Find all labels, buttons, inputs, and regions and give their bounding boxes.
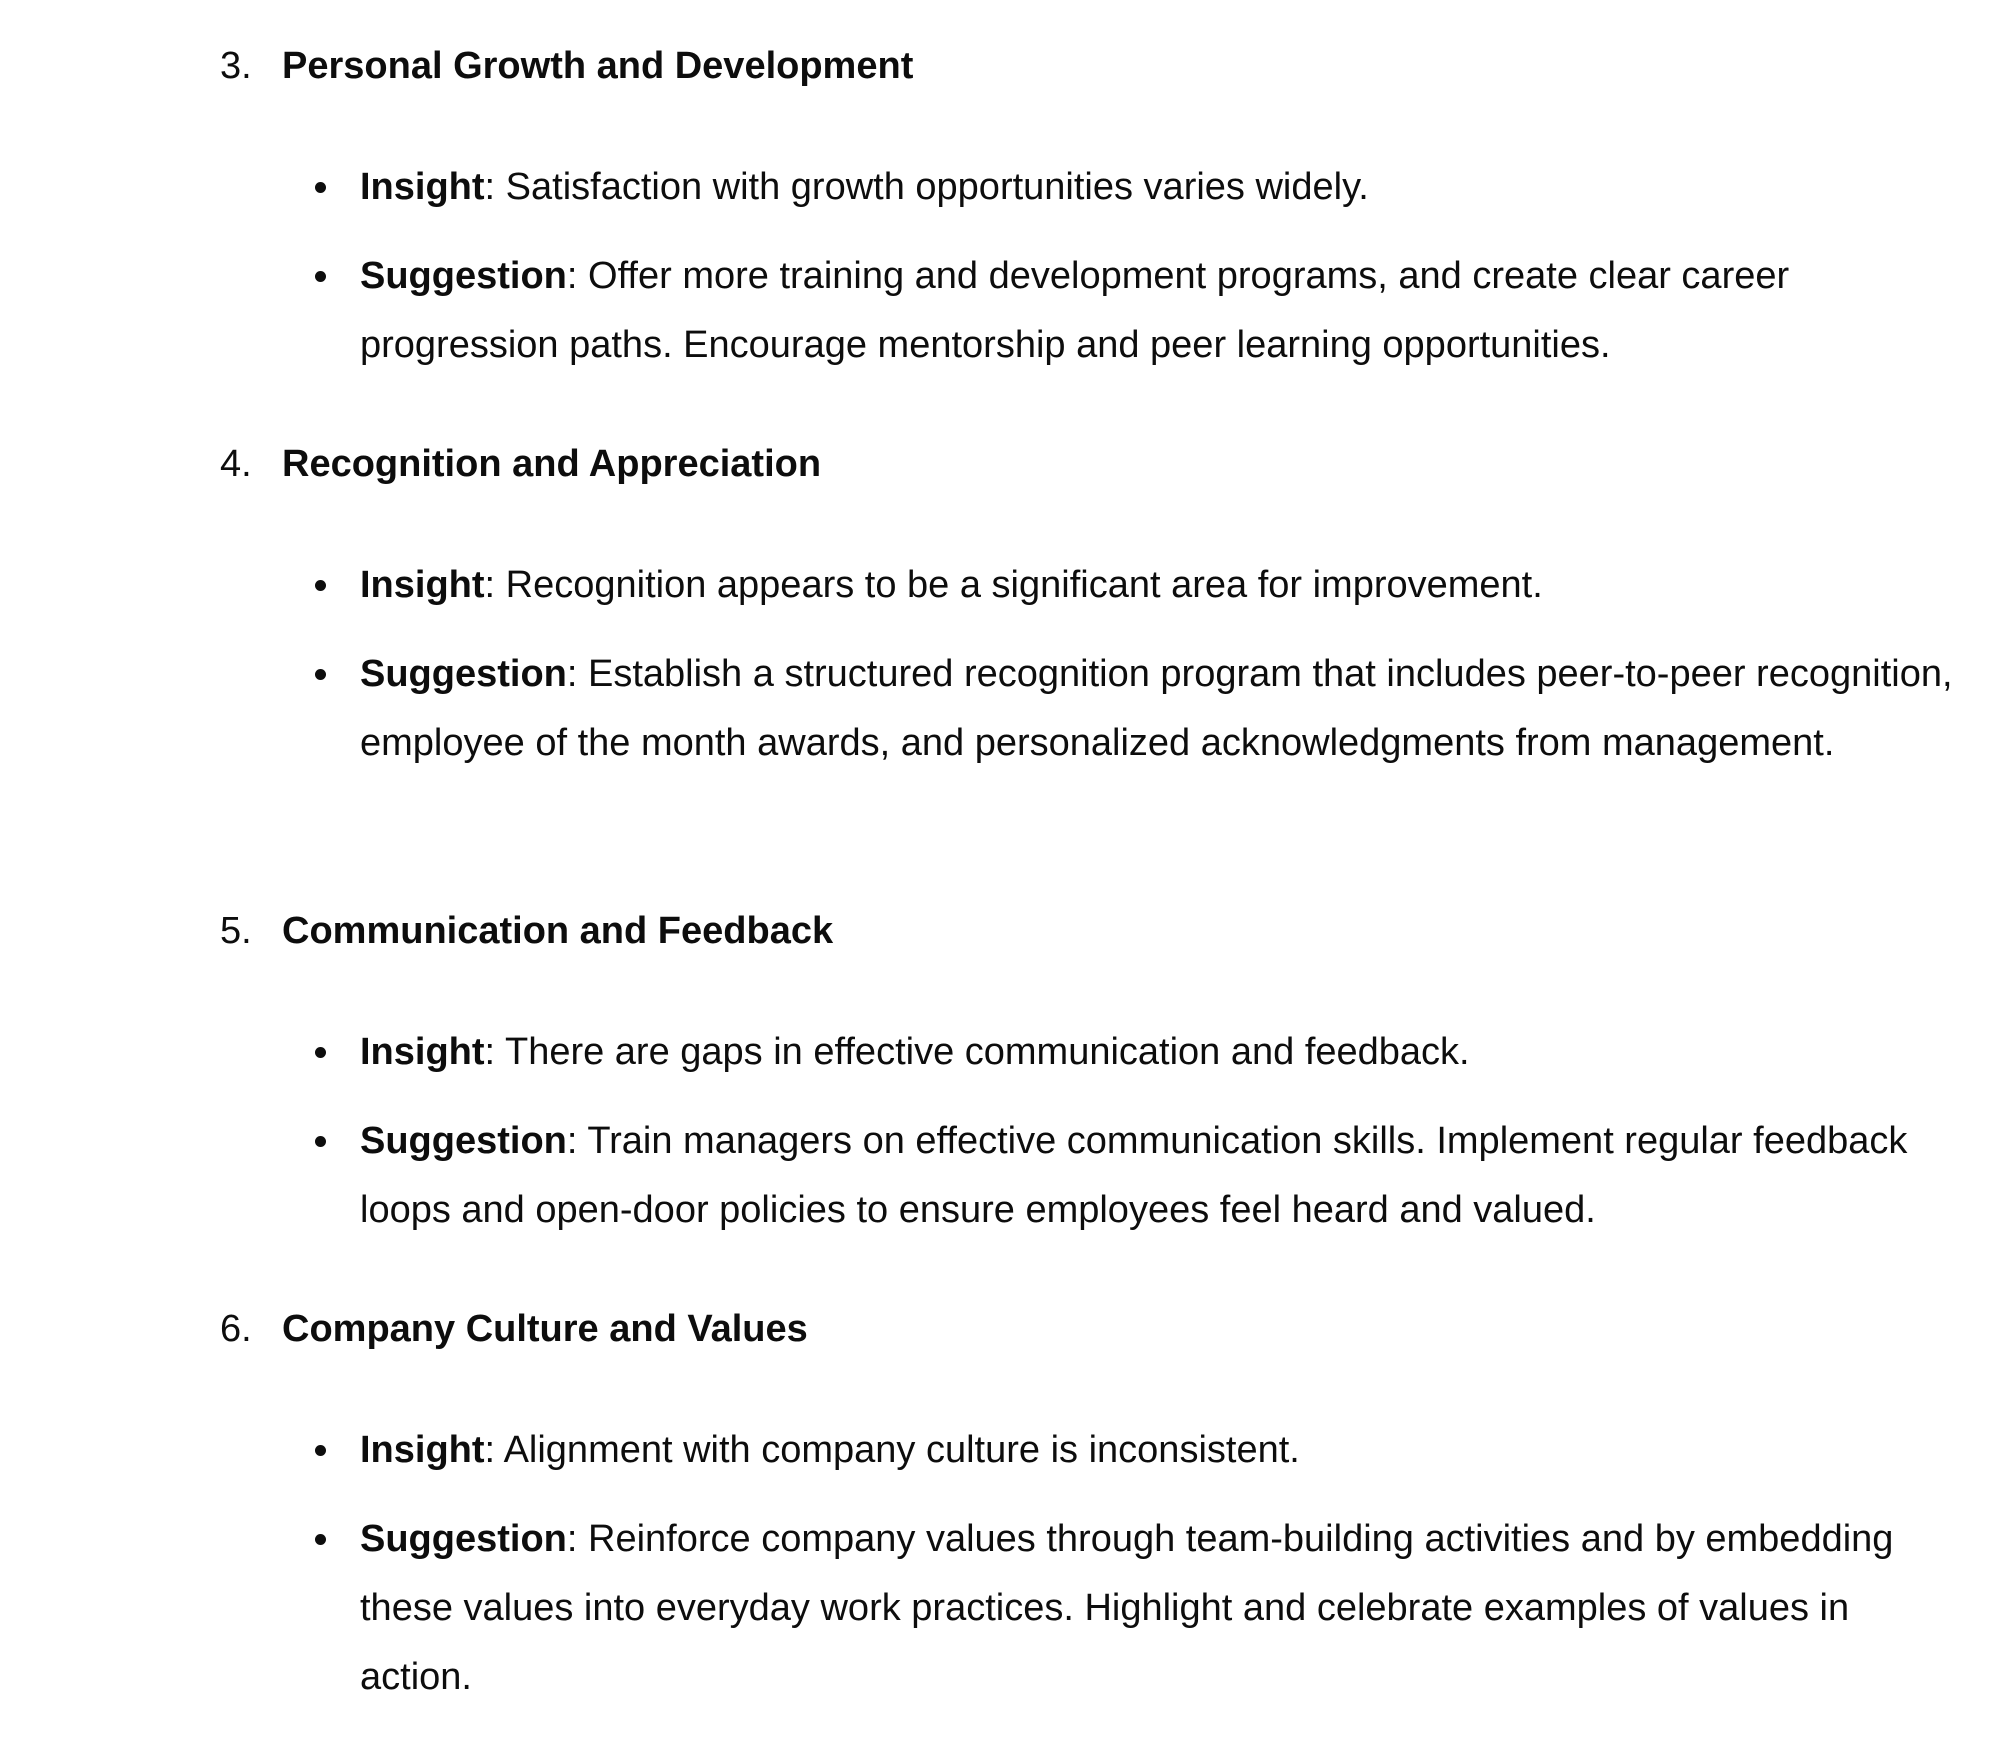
- section-number: 3.: [220, 45, 252, 87]
- insight-text: : Satisfaction with growth opportunities varies widely.: [484, 166, 1369, 208]
- suggestion-label: Suggestion: [360, 255, 567, 297]
- section-heading: [220, 1301, 808, 1357]
- section-heading: [220, 436, 821, 492]
- bullet-icon: [315, 580, 326, 591]
- insight-item: [360, 551, 1960, 620]
- suggestion-text: : Offer more training and development programs, and create clear career progression paths. Encourage mentorship and peer learning opportunities.: [360, 255, 1790, 366]
- insight-text: : There are gaps in effective communication and feedback.: [484, 1031, 1470, 1073]
- bullet-icon: [315, 1534, 326, 1545]
- suggestion-label: Suggestion: [360, 1518, 567, 1560]
- insight-label: Insight: [360, 1429, 485, 1471]
- insight-item: [360, 1416, 1960, 1485]
- suggestion-item: [360, 1505, 1960, 1712]
- insight-item: [360, 1018, 1960, 1087]
- suggestion-label: Suggestion: [360, 653, 567, 695]
- section-title: Company Culture and Values: [282, 1308, 808, 1350]
- insight-label: Insight: [360, 1031, 485, 1073]
- section-title: Personal Growth and Development: [282, 45, 914, 87]
- suggestion-text: : Reinforce company values through team-building activities and by embedding these values into everyday work practices. Highlight and celebrate examples of values in action.: [360, 1518, 1894, 1698]
- section-heading: [220, 38, 913, 94]
- section-number: 6.: [220, 1308, 252, 1350]
- bullet-icon: [315, 271, 326, 282]
- suggestion-text: : Train managers on effective communication skills. Implement regular feedback loops and open-door policies to ensure employees feel heard and valued.: [360, 1120, 1908, 1231]
- bullet-icon: [315, 669, 326, 680]
- insight-label: Insight: [360, 564, 485, 606]
- bullet-icon: [315, 1047, 326, 1058]
- suggestion-label: Suggestion: [360, 1120, 567, 1162]
- bullet-icon: [315, 1136, 326, 1147]
- bullet-icon: [315, 182, 326, 193]
- section-number: 4.: [220, 443, 252, 485]
- section-number: 5.: [220, 910, 252, 952]
- suggestion-item: [360, 242, 1960, 380]
- section-title: Communication and Feedback: [282, 910, 834, 952]
- suggestion-text: : Establish a structured recognition program that includes peer-to-peer recognition, employee of the month awards, and personalized acknowledgments from management.: [360, 653, 1953, 764]
- bullet-icon: [315, 1445, 326, 1456]
- insight-label: Insight: [360, 166, 485, 208]
- insight-text: : Alignment with company culture is inconsistent.: [484, 1429, 1300, 1471]
- insight-item: [360, 153, 1960, 222]
- insight-text: : Recognition appears to be a significant area for improvement.: [484, 564, 1543, 606]
- suggestion-item: [360, 640, 1960, 778]
- section-title: Recognition and Appreciation: [282, 443, 822, 485]
- suggestion-item: [360, 1107, 1960, 1245]
- section-heading: [220, 903, 833, 959]
